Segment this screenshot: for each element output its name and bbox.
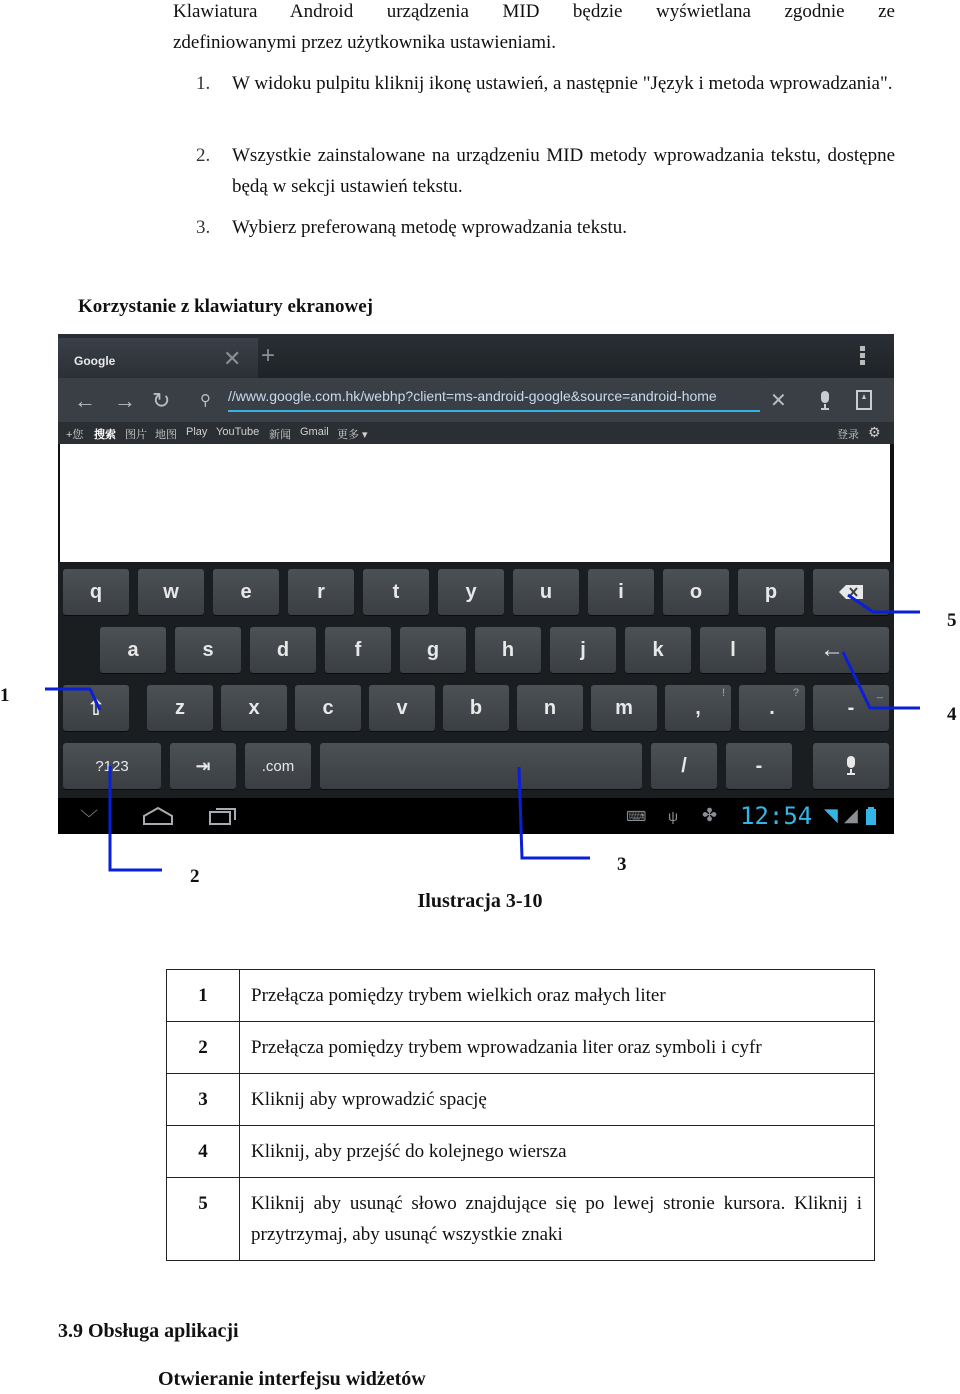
link-news[interactable]: 新闻 [269, 429, 291, 441]
key-slash[interactable]: / [651, 743, 717, 789]
link-more[interactable]: 更多 ▾ [337, 429, 368, 441]
intro-line-2: zdefiniowanymi przez użytkownika ustawieniami. [173, 32, 557, 53]
search-icon: ⚲ [200, 392, 211, 409]
step-number: 2. [196, 145, 211, 166]
step-number: 1. [196, 73, 211, 94]
clock: 12:54 [740, 802, 813, 830]
legend-description: Kliknij aby wprowadzić spację [240, 1074, 875, 1126]
link-gmail[interactable]: Gmail [300, 426, 329, 438]
key-d[interactable]: d [250, 627, 316, 673]
new-tab-icon[interactable]: + [261, 342, 276, 369]
callout-line-3 [519, 767, 590, 858]
key-l[interactable]: l [700, 627, 766, 673]
link-plus-you[interactable]: +您 [66, 429, 84, 441]
intro-line-1: Klawiatura Android urządzenia MID będzie wyświetlana zgodnie ze [173, 1, 895, 22]
callout-line-1 [45, 689, 100, 710]
enter-arrow-icon: ← [820, 636, 844, 663]
step-text: W widoku pulpitu kliknij ikonę ustawień, a następnie "Język i metoda wprowadzania". [232, 73, 893, 94]
key-b[interactable]: b [443, 685, 509, 731]
key-i[interactable]: i [588, 569, 654, 615]
callout-line-4 [843, 652, 920, 708]
key-g[interactable]: g [400, 627, 466, 673]
usb-icon: ψ [668, 808, 678, 824]
key-x[interactable]: x [221, 685, 287, 731]
key-k[interactable]: k [625, 627, 691, 673]
legend-description: Kliknij, aby przejść do kolejnego wiersza [240, 1126, 875, 1178]
key-r[interactable]: r [288, 569, 354, 615]
key-j[interactable]: j [550, 627, 616, 673]
key-minus[interactable]: - [726, 743, 792, 789]
key-dash-label: - [847, 696, 855, 719]
link-search[interactable]: 搜索 [94, 429, 116, 441]
key-hint: ! [721, 687, 725, 699]
callout-4: 4 [947, 704, 957, 725]
signal-icon: ◢ [844, 805, 858, 825]
figure-caption: Ilustracja 3-10 [417, 890, 543, 912]
back-arrow-icon[interactable]: ← [74, 388, 96, 413]
hide-keyboard-icon[interactable]: ﹀ [80, 809, 98, 829]
link-maps[interactable]: 地图 [155, 429, 177, 441]
debug-icon: ✤ [702, 805, 718, 825]
legend-table [166, 969, 875, 1261]
key-v[interactable]: v [369, 685, 435, 731]
symbols-key[interactable]: ?123 [63, 743, 161, 789]
step-text: Wybierz preferowaną metodę wprowadzania tekstu. [232, 217, 628, 238]
callout-line-2 [110, 766, 162, 870]
wifi-icon: ◥ [824, 805, 838, 825]
key-a[interactable]: a [100, 627, 166, 673]
close-tab-icon[interactable]: ✕ [223, 346, 242, 371]
key-n[interactable]: n [517, 685, 583, 731]
callout-2: 2 [190, 866, 200, 887]
key-o[interactable]: o [663, 569, 729, 615]
legend-description: Przełącza pomiędzy trybem wprowadzania liter oraz symboli i cyfr [240, 1022, 875, 1074]
key-c[interactable]: c [295, 685, 361, 731]
key-w[interactable]: w [138, 569, 204, 615]
settings-gear-icon[interactable]: ⚙ [868, 424, 881, 440]
key-f[interactable]: f [325, 627, 391, 673]
key-comma-label: , [695, 696, 701, 719]
key-s[interactable]: s [175, 627, 241, 673]
step-number: 3. [196, 217, 211, 238]
table-row [167, 1178, 875, 1261]
link-images[interactable]: 图片 [125, 429, 147, 441]
link-play[interactable]: Play [186, 426, 208, 438]
section-title: 3.9 Obsługa aplikacji [58, 1320, 239, 1342]
table-row [167, 1074, 875, 1126]
legend-number: 2 [167, 1022, 240, 1074]
tab-arrow-icon: ⇥ [195, 755, 211, 776]
callout-line-5 [848, 595, 920, 612]
legend-number: 4 [167, 1126, 240, 1178]
url-input[interactable]: //www.google.com.hk/webhp?client=ms-android-google&source=android-home [228, 388, 717, 404]
key-t[interactable]: t [363, 569, 429, 615]
keyboard-status-icon: ⌨ [626, 808, 647, 824]
section-subtitle: Otwieranie interfejsu widżetów [158, 1368, 426, 1390]
key-p[interactable]: p [738, 569, 804, 615]
key-q[interactable]: q [63, 569, 129, 615]
key-hint: _ [876, 687, 883, 699]
link-youtube[interactable]: YouTube [216, 426, 260, 438]
link-login[interactable]: 登录 [837, 429, 859, 441]
step-text: Wszystkie zainstalowane na urządzeniu MID metody wprowadzania tekstu, dostępne będą w sekcji ustawień tekstu. [232, 145, 895, 197]
tab-title: Google [74, 354, 116, 368]
key-hint: ? [792, 687, 799, 699]
dotcom-key[interactable]: .com [245, 743, 311, 789]
key-y[interactable]: y [438, 569, 504, 615]
legend-number: 1 [167, 970, 240, 1022]
callout-3: 3 [617, 854, 627, 875]
reload-icon[interactable]: ↻ [152, 388, 171, 413]
callout-1: 1 [0, 685, 10, 706]
clear-url-icon[interactable]: ✕ [770, 390, 787, 412]
callout-5: 5 [947, 610, 957, 631]
key-period-label: . [769, 696, 775, 719]
table-row [167, 1126, 875, 1178]
key-h[interactable]: h [475, 627, 541, 673]
legend-description: Kliknij aby usunąć słowo znajdujące się po lewej stronie kursora. Kliknij i przytrzymaj, aby usunąć wszystkie znaki [240, 1178, 875, 1261]
shift-arrow-icon: ⇧ [86, 695, 106, 720]
key-z[interactable]: z [147, 685, 213, 731]
forward-arrow-icon[interactable]: → [114, 388, 136, 413]
legend-number: 5 [167, 1178, 240, 1261]
key-e[interactable]: e [213, 569, 279, 615]
key-m[interactable]: m [591, 685, 657, 731]
subheading: Korzystanie z klawiatury ekranowej [78, 296, 373, 317]
table-row [167, 970, 875, 1022]
table-row [167, 1022, 875, 1074]
key-u[interactable]: u [513, 569, 579, 615]
legend-description: Przełącza pomiędzy trybem wielkich oraz małych liter [240, 970, 875, 1022]
legend-number: 3 [167, 1074, 240, 1126]
